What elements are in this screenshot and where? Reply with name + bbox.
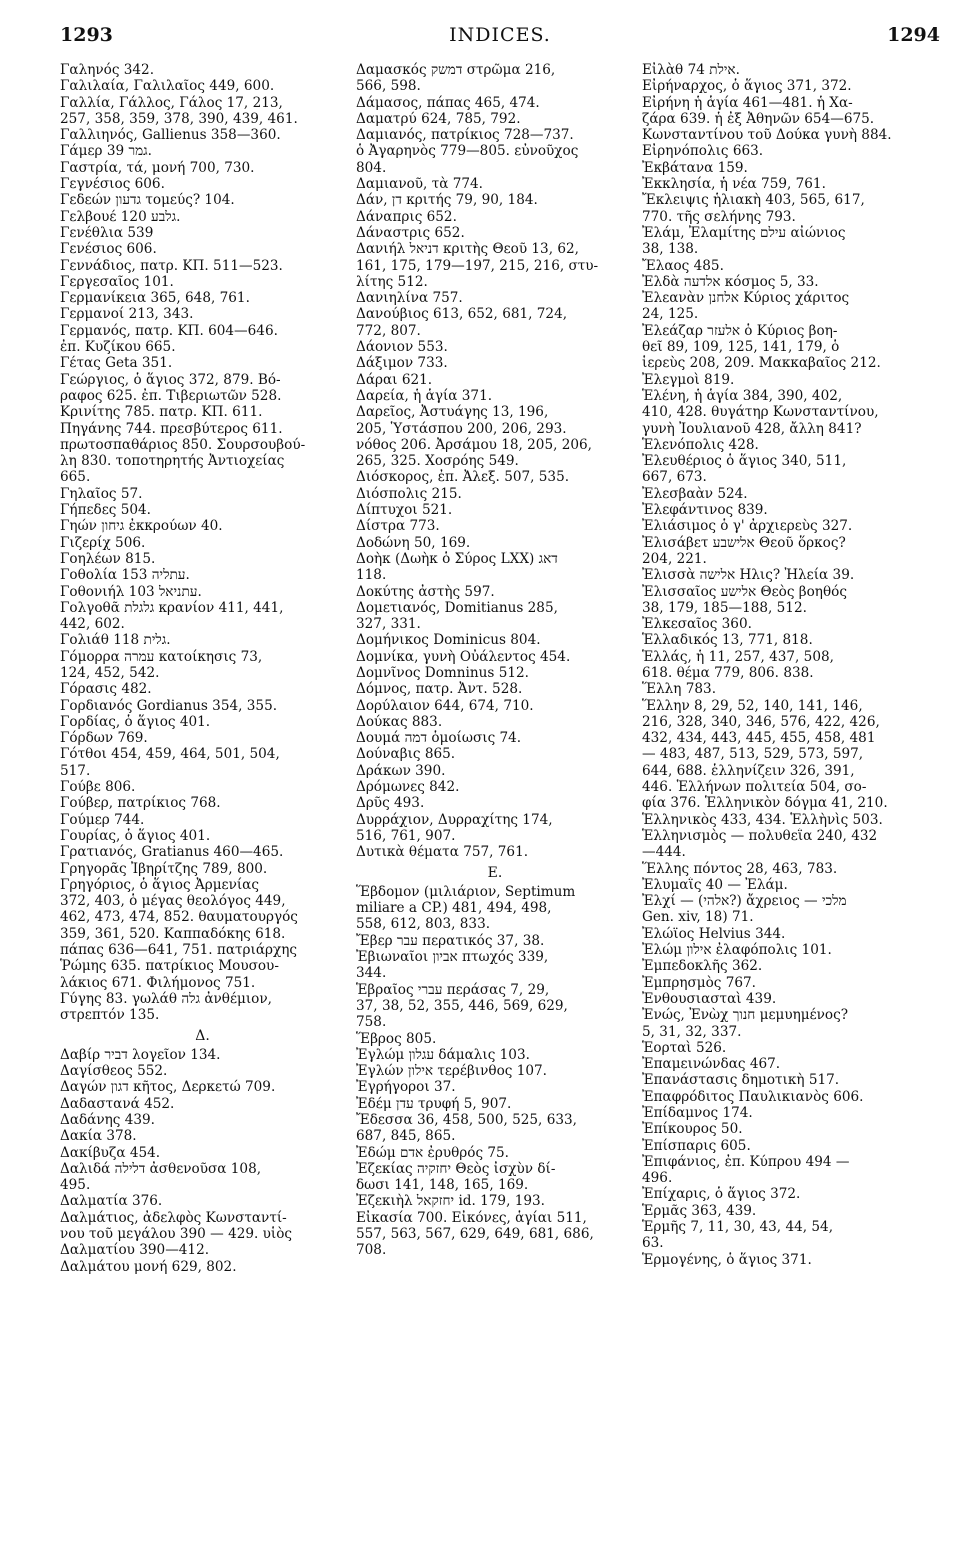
index-entry-line: Ἐγλών אילון τερέβινθος 107. <box>356 1063 547 1080</box>
index-entry-line: Ἔκλειψις ἡλιακὴ 403, 565, 617, <box>642 192 865 209</box>
index-entry-line: Δρῦς 493. <box>356 795 425 812</box>
index-entry-line: Δοδώνη 50, 169. <box>356 534 471 551</box>
index-entry-line: Ἕλλη 783. <box>642 681 717 698</box>
index-entry-line: Γρατιανός, Gratianus 460—465. <box>60 844 284 861</box>
index-entry-line: 687, 845, 865. <box>356 1128 456 1145</box>
index-entry-line: 772, 807. <box>356 322 421 339</box>
index-entry-line: Δράκων 390. <box>356 762 446 779</box>
index-entry-line: 161, 175, 179—197, 215, 216, στυ- <box>356 257 599 274</box>
index-entry-line: 495. <box>60 1177 91 1194</box>
index-entry-line: Ἐλδὰ אלדעה κόσμος 5, 33. <box>642 273 819 290</box>
index-entry-line: Γάμερ גמר 39. <box>60 143 152 160</box>
index-entry-line: Γουρίας, ὁ ἅγιος 401. <box>60 827 211 844</box>
index-entry-line: Γότθοι 454, 459, 464, 501, 504, <box>60 746 280 763</box>
index-entry-line: Δαλμάτιος, ἀδελφὸς Κωνσταντί- <box>60 1209 287 1226</box>
index-entry-line: Ἐζεκίας יחזקיה Θεὸς ἰσχὺν δί- <box>356 1160 556 1177</box>
index-entry-line: Δίπτυχοι 521. <box>356 502 453 519</box>
index-entry-line: Ἑλένη, ἡ ἁγία 384, 390, 402, <box>642 387 843 404</box>
index-entry-line: 38, 138. <box>642 241 699 258</box>
index-entry-line: Ἐπίχαρις, ὁ ἅγιος 372. <box>642 1186 801 1203</box>
index-entry-line: Γούμερ 744. <box>60 811 145 828</box>
index-entry-line: Δαμιανός, πατρίκιος 728—737. <box>356 127 574 144</box>
index-entry-line: Ἑορταὶ 526. <box>642 1039 727 1056</box>
index-entry-line: Εἰρήναρχος, ὁ ἅγιος 371, 372. <box>642 78 852 95</box>
index-entry-line: Ἔδεσσα 36, 458, 500, 525, 633, <box>356 1112 577 1128</box>
index-entry-line: Δορύλαιον 644, 674, 710. <box>356 697 534 714</box>
index-entry-line: Ἐγρήγοροι 37. <box>356 1079 456 1096</box>
index-entry-line: Γοθολία עתליה 153. <box>60 567 190 584</box>
index-entry-line: Κωνσταντίνου τοῦ Δούκα γυνὴ 884. <box>642 127 892 144</box>
index-entry-line: Δομνίκα, γυνὴ Οὐάλεντος 454. <box>356 648 571 665</box>
index-entry-line: Γαστρία, τά, μονή 700, 730. <box>60 159 255 176</box>
index-entry-line: 124, 452, 542. <box>60 664 160 681</box>
index-entry-line: Γύγης 83. γωλάθ גלה ἀνθέμιον, <box>60 990 272 1007</box>
index-entry-line: Δαβίρ דביר λογεῖον 134. <box>60 1046 221 1063</box>
index-entry-line: Γούβε 806. <box>60 779 136 796</box>
index-entry-line: Γερμανοί 213, 343. <box>60 306 194 323</box>
index-entry-line: Ἐνθουσιασταὶ 439. <box>642 990 777 1007</box>
index-entry-line: Δανιηλίνα 757. <box>356 290 463 307</box>
index-entry-line: Ἐλώμ אילון ἐλαφόπολις 101. <box>642 942 832 959</box>
index-entry-line: Δανιήλ דניאל κριτὴς Θεοῦ 13, 62, <box>356 241 579 258</box>
index-entry-line: Ῥώμης 635. πατρίκιος Μουσου- <box>60 958 279 975</box>
index-entry-line: ἐπ. Κυζίκου 665. <box>60 339 176 356</box>
index-entry-line: Γαλλία, Γάλλος, Γάλος 17, 213, <box>60 94 283 111</box>
index-entry-line: 558, 612, 803, 833. <box>356 916 491 933</box>
index-entry-line: Κρινίτης 785. πατρ. ΚΠ. 611. <box>60 404 263 421</box>
index-entry-line: 410, 428. θυγάτηρ Κωνσταντίνου, <box>642 404 879 421</box>
index-entry-line: 446. Ἑλλήνων πολιτεία 504, σο- <box>642 779 867 796</box>
index-entry-line: Γενέσιος 606. <box>60 241 157 258</box>
index-entry-line: Δαρεία, ἡ ἁγία 371. <box>356 387 493 404</box>
index-entry-line: Γαλλιηνός, Gallienus 358—360. <box>60 127 281 144</box>
index-entry-line: Ἐλεσβαὰν 524. <box>642 485 748 502</box>
index-entry-line: δωσι 141, 148, 165, 169. <box>356 1177 529 1194</box>
index-entry-line: Γερμανίκεια 365, 648, 761. <box>60 290 250 307</box>
index-entry-line: Εἰρήνη ἡ ἁγία 461—481. ἡ Χα- <box>642 94 853 111</box>
index-entry-line: ὁ Ἀγαρηνὸς 779—805. εὐνοῦχος <box>356 143 579 160</box>
index-entry-line: Ἑρμῆς 7, 11, 30, 43, 44, 54, <box>642 1219 834 1236</box>
index-entry-line: φία 376. Ἑλληνικὸν δόγμα 41, 210. <box>642 795 888 812</box>
index-entry-line: Ἐλισσὰ אלישה Ηλις? Ἠλεία 39. <box>642 567 855 584</box>
index-entry-line: Γοηλέων 815. <box>60 550 156 567</box>
index-entry-line: 566, 598. <box>356 78 421 95</box>
index-entry-line: Ἐπανάστασις δημοτικὴ 517. <box>642 1072 840 1089</box>
index-entry-line: Δούναβις 865. <box>356 746 456 763</box>
index-entry-line: Γορδιανός Gordianus 354, 355. <box>60 697 278 714</box>
index-entry-line: Γηών גיחון ἐκκρούων 40. <box>60 518 223 535</box>
index-entry-line: Ἐπαφρόδιτος Παυλικιανὸς 606. <box>642 1088 864 1105</box>
index-entry-line: Γόρδων 769. <box>60 730 148 747</box>
index-entry-line: Δάν, דן κριτής 79, 90, 184. <box>356 192 538 209</box>
index-entry-line: Ἐγλώμ עגלון δάμαλις 103. <box>356 1046 530 1063</box>
index-entry-line: Δαμασκός דמשק στρῶμα 216, <box>356 62 556 78</box>
index-entry-line: Ἕλλης πόντος 28, 463, 783. <box>642 860 838 877</box>
index-entry-line: Ἐκκλησία, ἡ νέα 759, 761. <box>642 176 826 193</box>
index-entry-line: 516, 761, 907. <box>356 827 456 844</box>
index-entry-line: Δυρράχιον, Δυρραχίτης 174, <box>356 811 553 828</box>
index-entry-line: Δουμά דמה ὁμοίωσις 74. <box>356 730 522 747</box>
index-entry-line: ραφος 625. ἐπ. Τιβεριωτῶν 528. <box>60 387 282 404</box>
index-entry-line: 257, 358, 359, 378, 390, 439, 461. <box>60 110 298 127</box>
index-entry-line: Ἕβδομον (μιλιάριον, Septimum <box>356 883 576 900</box>
index-entry-line: Γρηγορᾶς Ἰβηρίτζης 789, 800. <box>60 860 268 877</box>
index-column-2 <box>356 62 634 1259</box>
index-entry-line: 37, 38, 52, 355, 446, 569, 629, <box>356 997 568 1014</box>
index-entry-line: 758. <box>356 1014 387 1031</box>
index-entry-line: 63. <box>642 1235 664 1252</box>
index-entry-line: Δομετιανός, Domitianus 285, <box>356 599 558 616</box>
index-entry-line: Δομνῖνος Domninus 512. <box>356 664 529 681</box>
index-entry-line: πρωτοσπαθάριος 850. Σουρσουβού- <box>60 436 306 453</box>
index-entry-line: Ἐλεάζαρ אלעזר ὁ Κύριος βοη- <box>642 322 838 339</box>
index-entry-line: Εἰκασία 700. Εἰκόνες, ἁγίαι 511, <box>356 1209 587 1226</box>
index-entry-line: 5, 31, 32, 337. <box>642 1023 742 1040</box>
index-entry-line: Γόρασις 482. <box>60 681 152 698</box>
index-entry-line: 618. θέμα 779, 806. 838. <box>642 664 814 681</box>
index-entry-line: 204, 221. <box>642 550 707 567</box>
index-entry-line: Δάμασος, πάπας 465, 474. <box>356 94 540 111</box>
index-entry-line: Ἑβραῖος עברי περάσας 7, 29, <box>356 981 550 998</box>
index-entry-line: Δαλματία 376. <box>60 1193 163 1210</box>
index-entry-line: Γαληνός 342. <box>60 62 155 78</box>
index-entry-line: Δαδαστανά 452. <box>60 1095 175 1112</box>
index-entry-line: Ἐμπεδοκλῆς 362. <box>642 958 763 975</box>
index-entry-line: Δάναπρις 652. <box>356 208 457 225</box>
index-entry-line: Δαδάνης 439. <box>60 1112 155 1128</box>
index-entry-line: 118. <box>356 567 387 584</box>
index-entry-line: Ἔλαος 485. <box>642 257 724 274</box>
index-entry-line: Δαλματίου 390—412. <box>60 1242 210 1259</box>
index-entry-line: 517. <box>60 762 91 779</box>
index-entry-line: νου τοῦ μεγάλου 390 — 429. υἱὸς <box>60 1226 293 1243</box>
index-entry-line: Ἐλεγμοὶ 819. <box>642 371 735 388</box>
index-entry-line: Ἐπαμεινώνδας 467. <box>642 1056 781 1073</box>
index-entry-line: Δομήνικος Dominicus 804. <box>356 632 541 649</box>
index-entry-line: Γούβερ, πατρίκιος 768. <box>60 795 221 812</box>
index-entry-line: Ἑλλαδικός 13, 771, 818. <box>642 632 813 649</box>
index-entry-line: Ἐλάμ, Ἐλαμίτης עילם αἰώνιος <box>642 224 846 241</box>
index-entry-line: πάπας 636—641, 751. πατριάρχης <box>60 942 298 959</box>
index-entry-line: Δυτικὰ θέματα 757, 761. <box>356 844 529 861</box>
index-entry-line: 462, 473, 474, 852. θαυματουργός <box>60 909 298 926</box>
index-entry-line: θεῖ 89, 109, 125, 141, 179, ὁ <box>642 339 840 356</box>
section-letter-heading: Ε. <box>487 864 503 881</box>
index-entry-line: Γεργεσαῖος 101. <box>60 273 174 290</box>
index-entry-line: 24, 125. <box>642 306 699 323</box>
index-entry-line: Γρηγόριος, ὁ ἅγιος Ἀρμενίας <box>60 876 259 893</box>
index-entry-line: Γεώργιος, ὁ ἅγιος 372, 879. Βό- <box>60 371 281 388</box>
index-entry-line: γυνὴ Ἰουλιανοῦ 428, ἄλλη 841? <box>642 420 862 437</box>
index-entry-line: Γεννάδιος, πατρ. ΚΠ. 511—523. <box>60 257 283 274</box>
index-entry-line: Ἐλεανὰν אלחנן Κύριος χάριτος <box>642 290 850 307</box>
index-entry-line: 644, 688. ἑλληνίζειν 326, 391, <box>642 762 855 779</box>
index-entry-line: Ἐλκεσαῖος 360. <box>642 616 752 633</box>
index-entry-line: 38, 179, 185—188, 512. <box>642 599 807 616</box>
index-entry-line: Διόσκορος, ἐπ. Ἀλεξ. 507, 535. <box>356 469 570 486</box>
index-entry-line: 496. <box>642 1170 673 1187</box>
index-entry-line: Γορδίας, ὁ ἅγιος 401. <box>60 713 211 730</box>
index-entry-line: Δαματρύ 624, 785, 792. <box>356 110 521 127</box>
index-entry-line: Γεγνέσιος 606. <box>60 176 165 193</box>
index-entry-line: Γέτας Geta 351. <box>60 355 173 372</box>
index-entry-line: Δρόμωνες 842. <box>356 779 460 796</box>
running-title: INDICES. <box>449 24 551 46</box>
index-entry-line: Ἐπίδαμνος 174. <box>642 1105 753 1121</box>
index-entry-line: Ἔβερ עבר περατικός 37, 38. <box>356 932 545 949</box>
index-entry-line: Ἐλισσαῖος אלישע Θεὸς βοηθός <box>642 583 847 600</box>
index-entry-line: Ἐπίκουρος 50. <box>642 1121 743 1138</box>
page-number-right: 1294 <box>887 24 940 46</box>
index-entry-line: 372, 403, ὁ μέγας θεολόγος 449, <box>60 893 286 910</box>
index-entry-line: Ἑρμογένης, ὁ ἅγιος 371. <box>642 1251 812 1268</box>
index-entry-line: Δανούβιος 613, 652, 681, 724, <box>356 306 568 323</box>
index-entry-line: Γόμορρα עמרה κατοίκησις 73, <box>60 648 263 665</box>
index-entry-line: Ἑρμᾶς 363, 439. <box>642 1202 757 1219</box>
index-entry-line: Ἐνώς, Ἐνὼχ חנוך μεμυημένος? <box>642 1007 848 1024</box>
index-entry-line: λάκιος 671. Φιλήμονος 751. <box>60 974 256 991</box>
index-entry-line: Ἑλλάς, ἡ 11, 257, 437, 508, <box>642 648 834 665</box>
index-entry-line: Γήπεδες 504. <box>60 502 151 519</box>
index-entry-line: 344. <box>356 965 387 982</box>
index-entry-line: Πηγάνης 744. πρεσβύτερος 611. <box>60 420 283 437</box>
index-entry-line: 216, 328, 340, 346, 576, 422, 426, <box>642 713 880 730</box>
index-entry-line: στρεπτόν 135. <box>60 1007 160 1024</box>
page-number-left: 1293 <box>60 24 113 46</box>
index-entry-line: Ἐλυμαΐς 40 — Ἐλάμ. <box>642 876 788 893</box>
index-entry-line: 432, 434, 443, 445, 455, 458, 481 <box>642 730 876 747</box>
index-entry-line: Ἐλεφάντινος 839. <box>642 502 768 519</box>
index-entry-line: Γολιάθ גלית 118. <box>60 632 171 649</box>
index-entry-line: Γεδεών גדעון τομεύς? 104. <box>60 192 235 209</box>
index-entry-line: Εἰλὰθ אילת 74. <box>642 62 740 78</box>
index-entry-line: Γενέθλια 539 <box>60 224 154 241</box>
index-entry-line: Ἐβιωναῖοι אביון πτωχός 339, <box>356 949 549 966</box>
index-entry-line: Δαγών דגון κῆτος, Δερκετώ 709. <box>60 1079 276 1096</box>
index-entry-line: Δάραι 621. <box>356 371 433 388</box>
index-entry-line: Γοθονιήλ עתניאל 103. <box>60 583 202 600</box>
index-column-1 <box>60 62 345 1275</box>
index-entry-line: Δίστρα 773. <box>356 518 440 535</box>
index-entry-line: Ἐλώϊος Helvius 344. <box>642 925 786 942</box>
index-entry-line: Ἐζεκιὴλ יחזקאל id. 179, 193. <box>356 1193 545 1210</box>
index-entry-line: Ἕβρος 805. <box>356 1030 437 1047</box>
index-entry-line: 557, 563, 567, 629, 649, 681, 686, <box>356 1226 594 1243</box>
index-entry-line: Ἐπίσπαρις 605. <box>642 1137 751 1154</box>
index-entry-line: ἱερεὺς 208, 209. Μακκαβαῖος 212. <box>642 355 881 372</box>
index-entry-line: Γιζερίχ 506. <box>60 534 146 551</box>
index-entry-line: Ἐλευθέριος ὁ ἅγιος 340, 511, <box>642 453 847 470</box>
index-entry-line: Δοὴκ (Δωὴκ ὁ Σύρος LXX) דאג <box>356 550 558 567</box>
index-entry-line: Ἐδώμ אדם ἐρυθρός 75. <box>356 1144 510 1161</box>
index-entry-line: Δάξιμον 733. <box>356 355 448 372</box>
index-entry-line: Δάναστρις 652. <box>356 224 465 241</box>
index-entry-line: Γελβουέ גלבע 120. <box>60 208 181 225</box>
index-entry-line: Ἐπιφάνιος, ἐπ. Κύπρου 494 — <box>642 1153 850 1170</box>
index-entry-line: Δακία 378. <box>60 1128 137 1145</box>
index-entry-line: Δαρεῖος, Ἀστυάγης 13, 196, <box>356 404 549 421</box>
index-entry-line: 667, 673. <box>642 469 707 486</box>
index-entry-line: Ἐλχί — (אלהי?) ἄχρειος — מלכי <box>642 893 847 910</box>
index-entry-line: 770. τῆς σελήνης 793. <box>642 208 796 225</box>
index-entry-line: Διόσπολις 215. <box>356 485 462 502</box>
index-entry-line: λίτης 512. <box>356 273 428 290</box>
index-entry-line: 359, 361, 520. Καππαδόκης 618. <box>60 925 286 942</box>
index-entry-line: 327, 331. <box>356 616 421 633</box>
index-entry-line: Ἐλισάβετ אלישבע Θεοῦ ὅρκος? <box>642 534 846 551</box>
index-entry-line: Γηλαῖος 57. <box>60 485 143 502</box>
index-entry-line: Εἰρηνόπολις 663. <box>642 143 764 160</box>
index-entry-line: Ἑλληνισμὸς — πολυθεΐα 240, 432 <box>642 827 878 844</box>
index-entry-line: Ἐμπρησμὸς 767. <box>642 974 757 991</box>
index-entry-line: Ἕλλην 8, 29, 52, 140, 141, 146, <box>642 697 863 714</box>
index-entry-line: 708. <box>356 1242 387 1259</box>
index-entry-line: 442, 602. <box>60 616 125 633</box>
index-entry-line: Δαμιανοῦ, τὰ 774. <box>356 176 483 193</box>
index-entry-line: Δακίβυζα 454. <box>60 1144 161 1161</box>
index-entry-line: 205, Ὑστάσπου 200, 206, 293. <box>356 420 567 437</box>
index-entry-line: miliare a CP.) 481, 494, 498, <box>356 900 552 917</box>
index-entry-line: Δούκας 883. <box>356 713 443 730</box>
index-entry-line: — 483, 487, 513, 529, 573, 597, <box>642 746 864 763</box>
section-letter-heading: Δ. <box>195 1027 210 1044</box>
index-entry-line: νόθος 206. Ἀρσάμου 18, 205, 206, <box>356 436 593 453</box>
index-entry-line: Δαλμάτου μονή 629, 802. <box>60 1258 237 1275</box>
index-entry-line: Gen. xiv, 18) 71. <box>642 909 754 926</box>
index-entry-line: Δόμνος, πατρ. Ἀντ. 528. <box>356 681 523 698</box>
index-entry-line: 265, 325. Χοσρόης 549. <box>356 453 519 470</box>
index-entry-line: 804. <box>356 159 387 176</box>
index-entry-line: Δοκύτης ἀστὴς 597. <box>356 583 495 600</box>
page-header <box>60 14 940 48</box>
index-entry-line: Γαλιλαία, Γαλιλαῖος 449, 600. <box>60 78 275 95</box>
index-entry-line: Ἐκβάτανα 159. <box>642 159 748 176</box>
index-entry-line: Δαγίσθεος 552. <box>60 1063 168 1080</box>
index-entry-line: Γερμανός, πατρ. ΚΠ. 604—646. <box>60 322 278 339</box>
index-entry-line: Δαλιδά דלילה ἀσθενοῦσα 108, <box>60 1160 262 1177</box>
index-entry-line: Ἑλενόπολις 428. <box>642 436 759 453</box>
index-entry-line: λη 830. τοποτηρητής Ἀντιοχείας <box>60 453 285 470</box>
index-entry-line: Γολγοθᾶ גלגלת κρανίον 411, 441, <box>60 599 284 616</box>
index-entry-line: ζάρα 639. ἡ ἐξ Ἀθηνῶν 654—675. <box>642 110 875 127</box>
index-entry-line: 665. <box>60 469 91 486</box>
index-entry-line: —444. <box>642 844 686 861</box>
index-entry-line: Δάονιον 553. <box>356 339 448 356</box>
index-entry-line: Ἑλληνικὸς 433, 434. Ἑλλὴνὶς 503. <box>642 811 883 828</box>
index-column-3 <box>642 62 942 1268</box>
index-entry-line: Ἐδέμ עדן τρυφή 5, 907. <box>356 1095 512 1112</box>
index-entry-line: Ἐλιάσιμος ὁ γ' ἀρχιερεὺς 327. <box>642 518 853 535</box>
